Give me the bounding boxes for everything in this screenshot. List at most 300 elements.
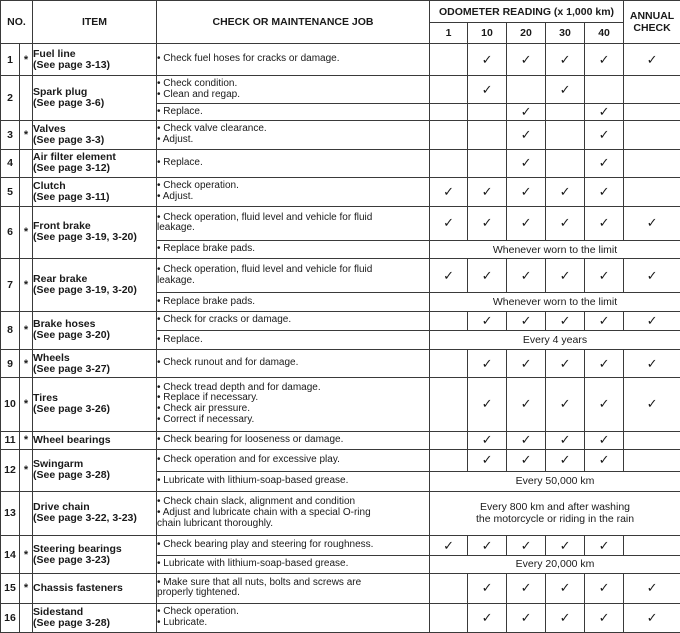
job-line: • Check for cracks or damage. <box>157 314 292 326</box>
annual-check-cell <box>624 536 680 555</box>
dealer-service-mark: * <box>20 121 33 150</box>
odometer-check-cell <box>585 350 624 378</box>
odometer-check-cell <box>585 431 624 449</box>
interval-note <box>430 330 680 349</box>
item-title: Brake hoses <box>33 318 96 331</box>
annual-check-cell <box>624 149 680 177</box>
maintenance-job <box>157 555 430 573</box>
table-row <box>1 449 680 471</box>
header-no: NO. <box>1 1 33 44</box>
odometer-check-cell <box>468 449 507 471</box>
check-mark-icon: ✓ <box>559 312 571 328</box>
dealer-service-mark <box>20 491 33 536</box>
job-line: • Make sure that all nuts, bolts and screws are <box>157 576 362 588</box>
check-mark-icon: ✓ <box>559 452 571 468</box>
item-number: 3 <box>1 121 20 150</box>
check-mark-icon: ✓ <box>520 267 532 283</box>
table-row <box>1 76 680 104</box>
item-name <box>33 149 157 177</box>
check-mark-icon: ✓ <box>443 537 454 553</box>
odometer-check-cell <box>546 121 585 150</box>
maintenance-job <box>157 330 430 349</box>
odometer-check-cell <box>507 311 546 330</box>
odometer-check-cell <box>585 76 624 104</box>
maintenance-job <box>157 206 430 240</box>
annual-check-cell <box>624 378 680 432</box>
item-title: Wheels <box>33 351 70 364</box>
odometer-check-cell <box>507 350 546 378</box>
job-line: • Check bearing play and steering for roughness. <box>157 539 374 551</box>
header-check-job: CHECK OR MAINTENANCE JOB <box>157 1 430 44</box>
odometer-check-cell <box>546 259 585 293</box>
odometer-check-cell <box>430 311 468 330</box>
odometer-check-cell <box>585 259 624 293</box>
item-number: 5 <box>1 177 20 206</box>
odometer-check-cell <box>430 573 468 603</box>
odometer-check-cell <box>546 449 585 471</box>
item-name <box>33 573 157 603</box>
item-page-reference: (See page 3-20) <box>33 329 111 342</box>
item-title: Front brake <box>33 220 91 233</box>
check-mark-icon: ✓ <box>520 432 532 448</box>
odometer-check-cell <box>430 449 468 471</box>
interval-text: the motorcycle or riding in the rain <box>475 513 635 526</box>
maintenance-job <box>157 240 430 258</box>
job-line: • Check valve clearance. <box>157 123 267 135</box>
check-mark-icon: ✓ <box>559 355 571 371</box>
check-mark-icon: ✓ <box>598 396 610 412</box>
job-line: • Check runout and for damage. <box>157 357 299 369</box>
job-line: • Adjust and lubricate chain with a special O-ring <box>157 507 371 519</box>
table-row <box>1 378 680 432</box>
table-row <box>1 491 680 536</box>
check-mark-icon: ✓ <box>520 155 532 171</box>
check-mark-icon: ✓ <box>646 580 658 596</box>
item-title: Steering bearings <box>33 542 122 555</box>
odometer-check-cell <box>585 206 624 240</box>
interval-note <box>430 491 680 536</box>
odometer-check-cell <box>430 536 468 555</box>
item-number: 12 <box>1 449 20 491</box>
job-line: • Check fuel hoses for cracks or damage. <box>157 53 340 65</box>
check-mark-icon: ✓ <box>520 609 532 625</box>
table-row <box>1 121 680 150</box>
check-mark-icon: ✓ <box>481 215 493 231</box>
check-mark-icon: ✓ <box>520 312 532 328</box>
job-line: • Clean and regap. <box>157 88 241 100</box>
check-mark-icon: ✓ <box>646 267 658 283</box>
maintenance-job <box>157 603 430 632</box>
item-title: Clutch <box>33 179 66 192</box>
item-page-reference: (See page 3-13) <box>33 58 111 71</box>
interval-text: Every 50,000 km <box>515 475 595 488</box>
job-line: • Replace if necessary. <box>157 392 259 404</box>
header-odometer: ODOMETER READING (x 1,000 km) <box>430 1 624 23</box>
odometer-check-cell <box>430 177 468 206</box>
header-annual-check: ANNUAL CHECK <box>624 1 680 44</box>
odometer-check-cell <box>585 536 624 555</box>
check-mark-icon: ✓ <box>559 580 571 596</box>
odometer-check-cell <box>585 573 624 603</box>
table-row <box>1 44 680 76</box>
check-mark-icon: ✓ <box>598 267 610 283</box>
check-mark-icon: ✓ <box>443 267 454 283</box>
job-line: • Check operation and for excessive play. <box>157 454 340 466</box>
interval-text: Whenever worn to the limit <box>492 296 618 309</box>
odometer-check-cell <box>468 573 507 603</box>
odometer-check-cell <box>546 149 585 177</box>
maintenance-job <box>157 536 430 555</box>
check-mark-icon: ✓ <box>520 396 532 412</box>
odometer-check-cell <box>468 536 507 555</box>
job-line: leakage. <box>157 274 195 286</box>
table-row <box>1 350 680 378</box>
job-line: • Lubricate with lithium-soap-based grease. <box>157 474 349 486</box>
check-mark-icon: ✓ <box>481 183 493 199</box>
check-mark-icon: ✓ <box>481 609 493 625</box>
check-mark-icon: ✓ <box>646 609 658 625</box>
table-row <box>1 536 680 555</box>
interval-note <box>430 555 680 573</box>
odometer-check-cell <box>546 378 585 432</box>
odometer-check-cell <box>546 206 585 240</box>
check-mark-icon: ✓ <box>559 215 571 231</box>
check-mark-icon: ✓ <box>481 51 493 67</box>
check-mark-icon: ✓ <box>520 215 532 231</box>
item-name <box>33 177 157 206</box>
annual-check-cell <box>624 603 680 632</box>
check-mark-icon: ✓ <box>598 452 610 468</box>
annual-check-cell <box>624 44 680 76</box>
job-line: • Check tread depth and for damage. <box>157 381 321 393</box>
item-name <box>33 44 157 76</box>
check-mark-icon: ✓ <box>598 183 610 199</box>
item-number: 10 <box>1 378 20 432</box>
odometer-check-cell <box>507 259 546 293</box>
job-line: • Adjust. <box>157 134 194 146</box>
check-mark-icon: ✓ <box>598 215 610 231</box>
odometer-check-cell <box>430 76 468 104</box>
maintenance-job <box>157 350 430 378</box>
maintenance-job <box>157 259 430 293</box>
dealer-service-mark: * <box>20 350 33 378</box>
check-mark-icon: ✓ <box>520 452 532 468</box>
check-mark-icon: ✓ <box>646 215 658 231</box>
odometer-check-cell <box>585 378 624 432</box>
job-line: chain lubricant thoroughly. <box>157 517 274 529</box>
item-number: 15 <box>1 573 20 603</box>
item-title: Spark plug <box>33 86 88 99</box>
header-odo-40: 40 <box>585 23 624 44</box>
odometer-check-cell <box>585 103 624 120</box>
odometer-check-cell <box>468 206 507 240</box>
table-row <box>1 259 680 293</box>
item-page-reference: (See page 3-19, 3-20) <box>33 283 137 296</box>
item-number: 11 <box>1 431 20 449</box>
interval-text: Every 20,000 km <box>515 558 595 571</box>
dealer-service-mark: * <box>20 44 33 76</box>
item-name <box>33 449 157 491</box>
odometer-check-cell <box>430 431 468 449</box>
odometer-check-cell <box>507 431 546 449</box>
dealer-service-mark <box>20 177 33 206</box>
check-mark-icon: ✓ <box>481 580 493 596</box>
item-number: 2 <box>1 76 20 121</box>
odometer-check-cell <box>430 103 468 120</box>
header-odo-20: 20 <box>507 23 546 44</box>
maintenance-job <box>157 472 430 491</box>
dealer-service-mark <box>20 149 33 177</box>
annual-check-cell <box>624 449 680 471</box>
odometer-check-cell <box>585 44 624 76</box>
header-odo-30: 30 <box>546 23 585 44</box>
maintenance-job <box>157 177 430 206</box>
check-mark-icon: ✓ <box>481 396 493 412</box>
check-mark-icon: ✓ <box>559 537 571 553</box>
item-title: Wheel bearings <box>33 433 111 446</box>
item-number: 9 <box>1 350 20 378</box>
odometer-check-cell <box>546 311 585 330</box>
item-number: 13 <box>1 491 20 536</box>
odometer-check-cell <box>430 378 468 432</box>
check-mark-icon: ✓ <box>443 215 454 231</box>
check-mark-icon: ✓ <box>598 104 610 120</box>
item-page-reference: (See page 3-27) <box>33 362 111 375</box>
check-mark-icon: ✓ <box>598 355 610 371</box>
odometer-check-cell <box>507 44 546 76</box>
check-mark-icon: ✓ <box>520 537 532 553</box>
job-line: • Check operation. <box>157 179 239 191</box>
table-row <box>1 177 680 206</box>
dealer-service-mark: * <box>20 378 33 432</box>
interval-note <box>430 472 680 491</box>
check-mark-icon: ✓ <box>598 312 610 328</box>
odometer-check-cell <box>546 177 585 206</box>
odometer-check-cell <box>546 573 585 603</box>
check-mark-icon: ✓ <box>559 432 571 448</box>
check-mark-icon: ✓ <box>646 355 658 371</box>
item-name <box>33 76 157 121</box>
maintenance-job <box>157 293 430 311</box>
odometer-check-cell <box>507 149 546 177</box>
check-mark-icon: ✓ <box>520 183 532 199</box>
check-mark-icon: ✓ <box>559 609 571 625</box>
check-mark-icon: ✓ <box>520 355 532 371</box>
check-mark-icon: ✓ <box>598 155 610 171</box>
odometer-check-cell <box>585 177 624 206</box>
item-title: Fuel line <box>33 47 76 60</box>
header-item: ITEM <box>33 1 157 44</box>
job-line: • Check operation. <box>157 606 239 618</box>
maintenance-job <box>157 449 430 471</box>
item-title: Rear brake <box>33 272 88 285</box>
job-line: • Check condition. <box>157 77 238 89</box>
annual-check-cell <box>624 76 680 104</box>
item-title: Drive chain <box>33 501 90 514</box>
odometer-check-cell <box>585 449 624 471</box>
item-title: Chassis fasteners <box>33 581 123 594</box>
dealer-service-mark <box>20 76 33 121</box>
odometer-check-cell <box>468 177 507 206</box>
odometer-check-cell <box>507 177 546 206</box>
odometer-check-cell <box>468 44 507 76</box>
check-mark-icon: ✓ <box>646 396 658 412</box>
interval-note <box>430 293 680 311</box>
maintenance-job <box>157 491 430 536</box>
table-row <box>1 431 680 449</box>
check-mark-icon: ✓ <box>598 127 610 143</box>
item-page-reference: (See page 3-19, 3-20) <box>33 231 137 244</box>
item-title: Tires <box>33 392 58 405</box>
job-line: leakage. <box>157 222 195 234</box>
item-number: 7 <box>1 259 20 311</box>
interval-text: Whenever worn to the limit <box>492 243 618 256</box>
odometer-check-cell <box>430 603 468 632</box>
job-line: • Replace. <box>157 157 203 168</box>
odometer-check-cell <box>546 603 585 632</box>
item-title: Sidestand <box>33 605 84 618</box>
maintenance-job <box>157 311 430 330</box>
annual-check-cell <box>624 259 680 293</box>
item-page-reference: (See page 3-28) <box>33 469 111 482</box>
item-name <box>33 603 157 632</box>
check-mark-icon: ✓ <box>481 312 493 328</box>
odometer-check-cell <box>468 311 507 330</box>
check-mark-icon: ✓ <box>598 432 610 448</box>
odometer-check-cell <box>430 206 468 240</box>
annual-check-cell <box>624 206 680 240</box>
header-odo-10: 10 <box>468 23 507 44</box>
odometer-check-cell <box>507 449 546 471</box>
annual-check-cell <box>624 350 680 378</box>
odometer-check-cell <box>430 121 468 150</box>
odometer-check-cell <box>585 149 624 177</box>
maintenance-job <box>157 76 430 104</box>
odometer-check-cell <box>585 603 624 632</box>
job-line: • Check air pressure. <box>157 403 250 415</box>
odometer-check-cell <box>430 149 468 177</box>
interval-text: Every 4 years <box>522 334 588 347</box>
item-title: Air filter element <box>33 151 116 164</box>
item-name <box>33 536 157 573</box>
odometer-check-cell <box>507 536 546 555</box>
check-mark-icon: ✓ <box>598 609 610 625</box>
dealer-service-mark: * <box>20 431 33 449</box>
check-mark-icon: ✓ <box>559 396 571 412</box>
annual-check-cell <box>624 121 680 150</box>
odometer-check-cell <box>507 76 546 104</box>
item-number: 16 <box>1 603 20 632</box>
job-line: • Check bearing for looseness or damage. <box>157 433 344 445</box>
maintenance-job <box>157 573 430 603</box>
table-row <box>1 573 680 603</box>
interval-note <box>430 240 680 258</box>
job-line: properly tightened. <box>157 587 240 599</box>
dealer-service-mark: * <box>20 259 33 311</box>
job-line: • Check operation, fluid level and vehicle for fluid <box>157 211 373 223</box>
odometer-check-cell <box>507 378 546 432</box>
odometer-check-cell <box>546 350 585 378</box>
odometer-check-cell <box>468 149 507 177</box>
odometer-check-cell <box>546 44 585 76</box>
check-mark-icon: ✓ <box>559 183 571 199</box>
check-mark-icon: ✓ <box>520 127 532 143</box>
item-page-reference: (See page 3-6) <box>33 97 105 110</box>
check-mark-icon: ✓ <box>520 51 532 67</box>
item-number: 4 <box>1 149 20 177</box>
annual-check-cell <box>624 573 680 603</box>
odometer-check-cell <box>507 573 546 603</box>
item-name <box>33 206 157 258</box>
check-mark-icon: ✓ <box>559 267 571 283</box>
odometer-check-cell <box>546 103 585 120</box>
check-mark-icon: ✓ <box>598 580 610 596</box>
annual-check-cell <box>624 311 680 330</box>
interval-text: Every 800 km and after washing <box>480 501 631 514</box>
header-odo-1: 1 <box>430 23 468 44</box>
item-page-reference: (See page 3-3) <box>33 134 105 147</box>
table-row <box>1 603 680 632</box>
job-line: • Lubricate with lithium-soap-based grease. <box>157 557 349 569</box>
odometer-check-cell <box>468 603 507 632</box>
check-mark-icon: ✓ <box>598 537 610 553</box>
dealer-service-mark <box>20 603 33 632</box>
odometer-check-cell <box>468 121 507 150</box>
table-row <box>1 206 680 240</box>
annual-check-cell <box>624 431 680 449</box>
item-name <box>33 259 157 311</box>
item-number: 14 <box>1 536 20 573</box>
maintenance-job <box>157 121 430 150</box>
odometer-check-cell <box>468 259 507 293</box>
odometer-check-cell <box>468 76 507 104</box>
check-mark-icon: ✓ <box>520 580 532 596</box>
job-line: • Adjust. <box>157 190 194 202</box>
item-number: 8 <box>1 311 20 350</box>
item-name <box>33 491 157 536</box>
maintenance-job <box>157 149 430 177</box>
odometer-check-cell <box>507 121 546 150</box>
item-page-reference: (See page 3-11) <box>33 190 110 203</box>
job-line: • Replace. <box>157 105 203 117</box>
odometer-check-cell <box>468 103 507 120</box>
check-mark-icon: ✓ <box>443 183 454 199</box>
check-mark-icon: ✓ <box>481 432 493 448</box>
dealer-service-mark: * <box>20 449 33 491</box>
job-line: • Replace brake pads. <box>157 243 256 255</box>
dealer-service-mark: * <box>20 573 33 603</box>
item-number: 6 <box>1 206 20 258</box>
odometer-check-cell <box>430 259 468 293</box>
table-row <box>1 149 680 177</box>
check-mark-icon: ✓ <box>481 355 493 371</box>
item-page-reference: (See page 3-26) <box>33 403 111 416</box>
job-line: • Check operation, fluid level and vehicle for fluid <box>157 264 373 276</box>
job-line: • Lubricate. <box>157 616 208 628</box>
item-page-reference: (See page 3-12) <box>33 162 111 175</box>
check-mark-icon: ✓ <box>520 104 532 120</box>
check-mark-icon: ✓ <box>559 81 571 97</box>
check-mark-icon: ✓ <box>559 51 571 67</box>
table-row <box>1 311 680 330</box>
odometer-check-cell <box>468 350 507 378</box>
odometer-check-cell <box>585 121 624 150</box>
check-mark-icon: ✓ <box>598 51 610 67</box>
maintenance-job <box>157 44 430 76</box>
odometer-check-cell <box>585 311 624 330</box>
odometer-check-cell <box>546 431 585 449</box>
odometer-check-cell <box>546 76 585 104</box>
